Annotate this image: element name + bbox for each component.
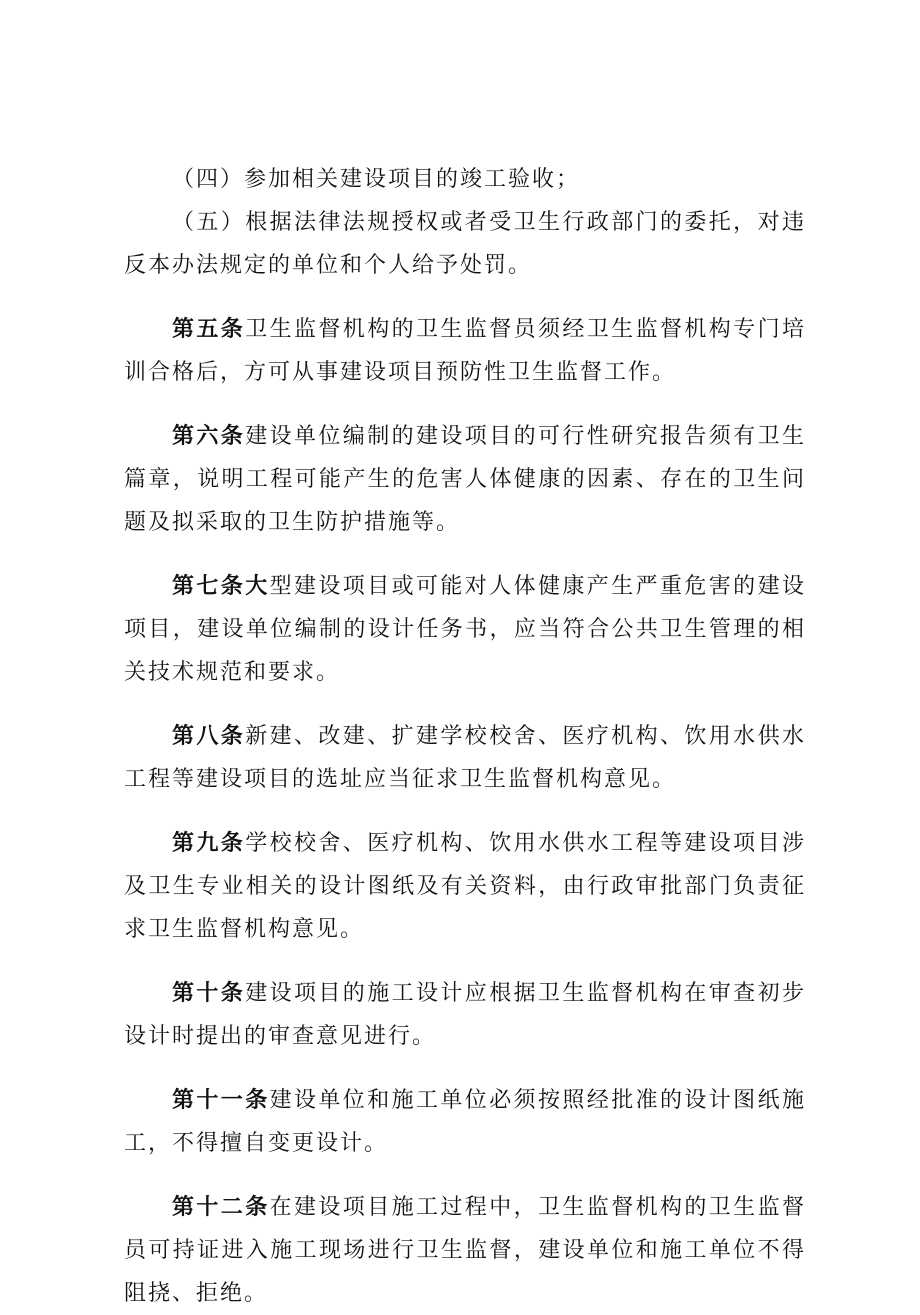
clause-text: （五）根据法律法规授权或者受卫生行政部门的委托，对违反本办法规定的单位和个人给予处罚。 xyxy=(124,210,806,278)
article-number: 第十二条 xyxy=(172,1194,270,1220)
article-9 xyxy=(124,822,806,951)
article-text: 建设单位和施工单位必须按照经批准的设计图纸施工，不得擅自变更设计。 xyxy=(124,1088,806,1156)
article-text: 建设项目的施工设计应根据卫生监督机构在审查初步设计时提出的审查意见进行。 xyxy=(124,981,806,1049)
article-text: 卫生监督机构的卫生监督员须经卫生监督机构专门培训合格后，方可从事建设项目预防性卫生监督工作。 xyxy=(124,317,806,385)
article-6 xyxy=(124,415,806,544)
article-text: 学校校舍、医疗机构、饮用水供水工程等建设项目涉及卫生专业相关的设计图纸及有关资料，由行政审批部门负责征求卫生监督机构意见。 xyxy=(124,831,806,942)
article-text: 型建设项目或可能对人体健康产生严重危害的建设项目，建设单位编制的设计任务书，应当符合公共卫生管理的相关技术规范和要求。 xyxy=(124,574,806,685)
article-number: 第九条 xyxy=(172,830,246,856)
clause-5 xyxy=(124,201,806,287)
article-text: 建设单位编制的建设项目的可行性研究报告须有卫生篇章，说明工程可能产生的危害人体健康的因素、存在的卫生问题及拟采取的卫生防护措施等。 xyxy=(124,424,806,535)
article-11 xyxy=(124,1079,806,1165)
clause-4 xyxy=(124,158,806,201)
article-text: 在建设项目施工过程中，卫生监督机构的卫生监督员可持证进入施工现场进行卫生监督，建设单位和施工单位不得阻挠、拒绝。 xyxy=(124,1195,806,1306)
article-8 xyxy=(124,715,806,801)
clause-text: （四）参加相关建设项目的竣工验收； xyxy=(172,167,581,192)
article-12 xyxy=(124,1186,806,1315)
article-number: 第六条 xyxy=(172,423,246,449)
article-7 xyxy=(124,565,806,694)
article-number: 第五条 xyxy=(172,316,246,342)
article-number: 第十条 xyxy=(172,980,246,1006)
article-number: 第七条大 xyxy=(172,573,270,599)
article-10 xyxy=(124,972,806,1058)
article-5 xyxy=(124,308,806,394)
article-text: 新建、改建、扩建学校校舍、医疗机构、饮用水供水工程等建设项目的选址应当征求卫生监督机构意见。 xyxy=(124,724,806,792)
article-number: 第十一条 xyxy=(172,1087,270,1113)
article-number: 第八条 xyxy=(172,723,246,749)
